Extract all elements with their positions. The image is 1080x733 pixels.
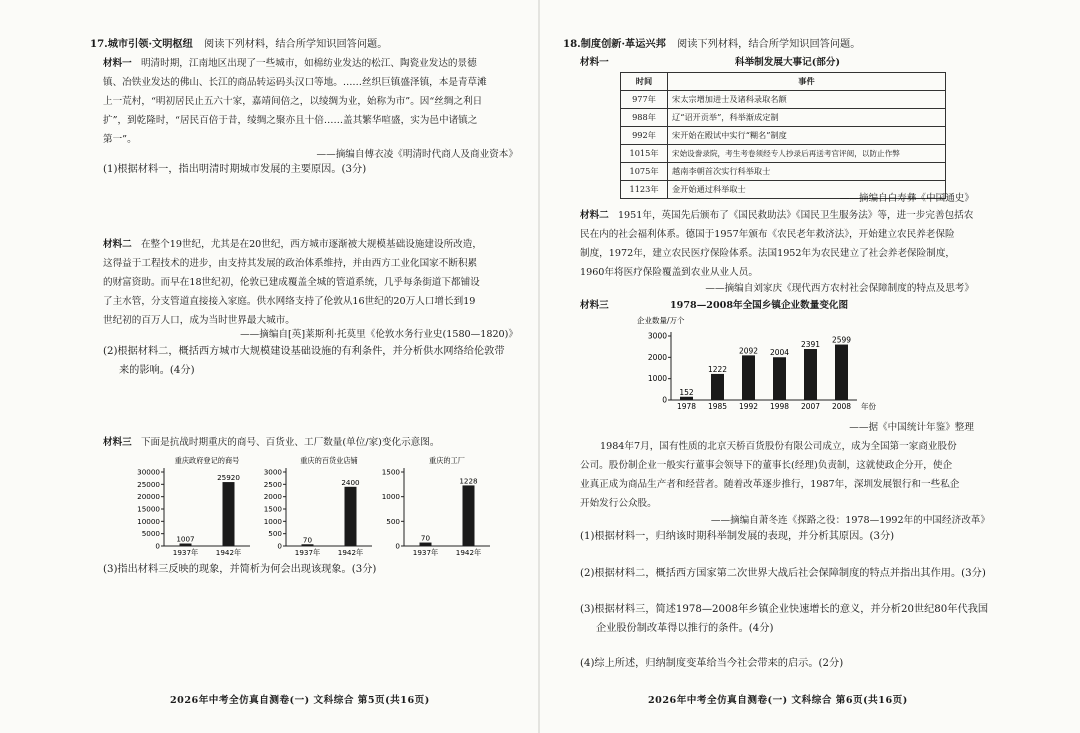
- text-line: 上一荒村，“明初居民止五六十家，嘉靖间倍之，以绫绸为业，始称为市”。因“丝绸之利日: [103, 96, 483, 107]
- data-label: 1222: [707, 364, 728, 374]
- x-tick-label: 1998: [769, 402, 790, 411]
- material-label: 材料三: [580, 300, 609, 311]
- table-row: [621, 109, 946, 127]
- q17-header: 17.城市引领·文明枢纽: [90, 38, 193, 50]
- y-tick-label: 2000: [263, 492, 282, 502]
- y-tick-label: 15000: [137, 504, 160, 514]
- x-tick-label: 1985: [707, 402, 728, 411]
- data-label: 2092: [738, 346, 759, 356]
- text-line: 1960年将医疗保险覆盖到农业从业人员。: [580, 267, 758, 278]
- text-line: 下面是抗战时期重庆的商号、百货业、工厂数量(单位/家)变化示意图。: [140, 437, 440, 448]
- chart-title: 1978—2008年全国乡镇企业数量变化图: [670, 300, 849, 311]
- material-1-source: ——摘编自白寿彝《中国通史》: [839, 193, 974, 204]
- text-line: 扩”，到乾隆时，“居民百倍于昔，绫绸之聚亦且十倍……盖其繁华喧盛，实为邑中诸镇之: [103, 115, 478, 126]
- y-tick-label: 0: [155, 541, 160, 551]
- table-row: [621, 127, 946, 145]
- data-label: 2400: [341, 477, 360, 487]
- text-line: 世纪初的百万人口，成为当时世界最大城市。: [103, 315, 295, 326]
- material-2-source: ——摘编自刘家庆《现代西方农村社会保障制度的特点及思考》: [705, 283, 974, 294]
- material-label: 材料三: [103, 437, 132, 448]
- material-2-text: [103, 235, 518, 330]
- data-label: 2004: [769, 348, 790, 358]
- text-line: 第一”。: [103, 134, 137, 145]
- y-tick-label: 500: [268, 529, 282, 539]
- table-header: 时间: [621, 73, 668, 91]
- table-cell: 1075年: [621, 163, 668, 181]
- material-2-text: [580, 206, 990, 282]
- page-footer-right: 2026年中考全仿真自测卷(一) 文科综合 第6页(共16页): [648, 695, 908, 706]
- bar: [680, 397, 693, 400]
- question-18-1: (1)根据材料一，归纳该时期科举制发展的表现，并分析其原因。(3分): [580, 531, 895, 542]
- text-line: 业真正成为商品生产者和经营者。随着改革逐步推行，1987年，深圳发展银行和一些私企: [580, 479, 960, 490]
- y-tick-label: 0: [395, 541, 400, 551]
- bar: [711, 374, 724, 400]
- y-tick-label: 1500: [381, 467, 400, 477]
- table-cell: 977年: [621, 91, 668, 109]
- data-label: 152: [679, 387, 694, 397]
- bar: [223, 482, 235, 546]
- chart-source: ——据《中国统计年鉴》整理: [849, 422, 974, 433]
- table-cell: 988年: [621, 109, 668, 127]
- table-title: 科举制发展大事记(部分): [735, 57, 841, 68]
- material-label: 材料一: [103, 58, 132, 69]
- material-label: 材料一: [580, 57, 609, 68]
- x-tick-label: 1978: [676, 402, 697, 411]
- y-tick-label: 20000: [137, 492, 160, 502]
- text-line: (2)根据材料二，概括西方城市大规模建设基础设施的有利条件，并分析供水网络给伦敦带: [103, 346, 505, 357]
- text-line: 公司。股份制企业一般实行董事会领导下的董事长(经理)负责制，这就使政企分开，使企: [580, 460, 953, 471]
- chart-title: 重庆政府登记的商号: [174, 456, 240, 465]
- bar: [420, 543, 432, 546]
- text-line: 了主水管，分支管道直接接入家庭。供水网络支持了伦敦从16世纪的20万人口增长到19: [103, 296, 476, 307]
- y-tick-label: 1000: [381, 492, 400, 502]
- text-line: 这得益于工程技术的进步，由支持其发展的政治体系维持，并由西方工业化国家不断积累: [103, 258, 478, 269]
- x-tick-label: 1942年: [215, 548, 242, 557]
- bar: [835, 345, 848, 400]
- text-line: 明清时期，江南地区出现了一些城市，如棉纺业发达的松江、陶瓷业发达的景德: [140, 58, 477, 69]
- table-row: [621, 145, 946, 163]
- q17-title: [90, 35, 387, 54]
- y-axis-label: 企业数量/万个: [637, 316, 685, 325]
- bar: [804, 349, 817, 400]
- question-17-3: (3)指出材料三反映的现象，并简析为何会出现该现象。(3分): [103, 564, 377, 575]
- x-tick-label: 1992: [738, 402, 759, 411]
- keju-table: [620, 72, 946, 199]
- x-tick-label: 2007: [800, 402, 821, 411]
- table-cell: 越南李朝首次实行科举取士: [668, 163, 946, 181]
- table-cell: 辽“诏开贡举”，科举渐成定制: [668, 109, 946, 127]
- text-line: 在整个19世纪，尤其是在20世纪，西方城市逐渐被大规模基础设施建设所改造，: [140, 239, 482, 250]
- chart-shops: [128, 452, 258, 560]
- data-label: 25920: [217, 473, 240, 483]
- table-cell: 宋始设誊录院，考生考卷须经专人抄录后再送考官评阅，以防止作弊: [668, 145, 946, 163]
- y-tick-label: 30000: [137, 467, 160, 477]
- material-4-text: [580, 437, 990, 513]
- text-line: 制度，1972年，建立农民医疗保险体系。法国1952年为农民建立了社会养老保险制度，: [580, 248, 956, 259]
- y-tick-label: 3000: [263, 467, 282, 477]
- question-18-2: (2)根据材料二，概括西方国家第二次世界大战后社会保障制度的特点并指出其作用。(3分): [580, 568, 986, 579]
- y-tick-label: 2000: [647, 352, 667, 362]
- question-18-3: [580, 600, 988, 638]
- y-tick-label: 3000: [647, 331, 667, 341]
- table-cell: 992年: [621, 127, 668, 145]
- x-tick-label: 1942年: [337, 548, 364, 557]
- chart-department-stores: [254, 452, 384, 560]
- bar: [773, 357, 786, 400]
- y-tick-label: 1000: [647, 374, 667, 384]
- x-tick-label: 1937年: [412, 548, 439, 557]
- chart-township-enterprises: [635, 312, 925, 420]
- q18-intro: 阅读下列材料，结合所学知识回答问题。: [677, 39, 861, 50]
- question-18-4: (4)综上所述，归纳制度变革给当今社会带来的启示。(2分): [580, 658, 844, 669]
- y-tick-label: 5000: [141, 529, 160, 539]
- material-label: 材料二: [580, 210, 609, 221]
- q18-header: 18.制度创新·革运兴邦: [563, 38, 666, 50]
- table-row: [621, 91, 946, 109]
- table-cell: 1123年: [621, 181, 668, 199]
- data-label: 2391: [800, 339, 821, 349]
- y-tick-label: 10000: [137, 516, 160, 526]
- data-label: 1007: [176, 534, 195, 544]
- bar: [742, 355, 755, 400]
- chart-title: 重庆的百货业店铺: [300, 456, 358, 465]
- data-label: 70: [302, 535, 313, 545]
- data-label: 70: [420, 533, 431, 543]
- y-tick-label: 25000: [137, 479, 160, 489]
- text-line: 来的影响。(4分): [119, 365, 195, 376]
- text-line: 民在内的社会福利体系。德国于1957年颁布《农民老年救济法》，开始建立农民养老保险: [580, 229, 955, 240]
- material-3-intro: [103, 433, 439, 452]
- table-cell: 宋开始在殿试中实行“糊名”制度: [668, 127, 946, 145]
- material-1-text: [103, 54, 518, 149]
- table-cell: 宋太宗增加进士及诸科录取名额: [668, 91, 946, 109]
- page-right: [540, 0, 1080, 733]
- table-cell: 1015年: [621, 145, 668, 163]
- text-line: 1984年7月，国有性质的北京天桥百货股份有限公司成立，成为全国第一家商业股份: [600, 441, 957, 452]
- table-header: 事件: [668, 73, 946, 91]
- question-17-1: (1)根据材料一，指出明清时期城市发展的主要原因。(3分): [103, 164, 367, 175]
- text-line: 企业股份制改革得以推行的条件。(4分): [596, 623, 774, 634]
- q18-title: [563, 35, 860, 54]
- data-label: 2599: [831, 335, 852, 345]
- q17-intro: 阅读下列材料，结合所学知识回答问题。: [204, 39, 388, 50]
- text-line: 1951年，英国先后颁布了《国民救助法》《国民卫生服务法》等，进一步完善包括农: [617, 210, 974, 221]
- bar: [302, 544, 314, 546]
- x-tick-label: 1937年: [294, 548, 321, 557]
- question-17-2: [103, 342, 505, 380]
- bar: [345, 487, 357, 546]
- y-tick-label: 0: [277, 541, 282, 551]
- x-tick-label: 1937年: [172, 548, 199, 557]
- bar: [463, 485, 475, 546]
- text-line: 开始发行公众股。: [580, 498, 657, 509]
- material-1-source: ——摘编自傅衣凌《明清时代商人及商业资本》: [316, 149, 518, 160]
- x-axis-label: 年份: [861, 402, 876, 411]
- table-cell: 金开始通过科举取士: [668, 181, 946, 199]
- material-2-source: ——摘编自[英]莱斯利·托莫里《伦敦水务行业史(1580—1820)》: [240, 329, 518, 340]
- x-tick-label: 2008: [831, 402, 852, 411]
- x-tick-label: 1942年: [455, 548, 482, 557]
- y-tick-label: 0: [662, 395, 667, 405]
- table-row: [621, 163, 946, 181]
- data-label: 1228: [459, 476, 478, 486]
- table-header-row: [621, 73, 946, 91]
- text-line: (3)根据材料三，简述1978—2008年乡镇企业快速增长的意义，并分析20世纪80年代我国: [580, 604, 989, 615]
- y-tick-label: 500: [386, 516, 400, 526]
- text-line: 镇、冶铁业发达的佛山、长江的商品转运码头汉口等地。……丝织巨镇盛泽镇，本是青草滩: [103, 77, 487, 88]
- text-line: 的财富资助。而早在18世纪初，伦敦已建成覆盖全城的管道系统，几乎每条街道下都铺设: [103, 277, 480, 288]
- y-tick-label: 2500: [263, 479, 282, 489]
- chart-title: 重庆的工厂: [429, 456, 465, 465]
- material-4-source: ——摘编自萧冬连《探路之役：1978—1992年的中国经济改革》: [710, 515, 990, 526]
- chart-factories: [376, 452, 506, 560]
- y-tick-label: 1500: [263, 504, 282, 514]
- material-label: 材料二: [103, 239, 132, 250]
- bar: [180, 544, 192, 546]
- y-tick-label: 1000: [263, 516, 282, 526]
- page-footer-left: 2026年中考全仿真自测卷(一) 文科综合 第5页(共16页): [170, 695, 430, 706]
